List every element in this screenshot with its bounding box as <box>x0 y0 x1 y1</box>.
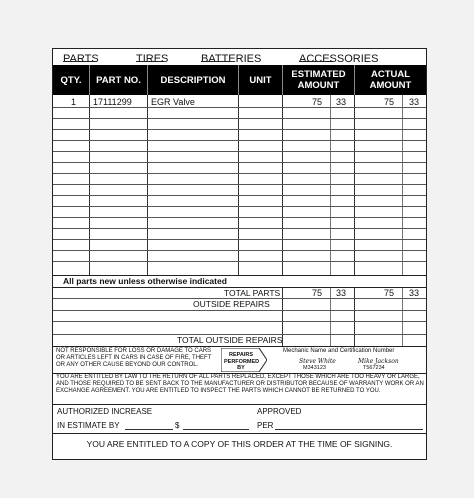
parts-return-notice: YOU ARE ENTITLED BY LAW TO THE RETURN OF ALL PARTS REPLACED, EXCEPT THOSE WHICH ARE TOO HEAVY OR LARGE, AND THOSE REQUIRED TO BE SENT BACK TO THE MANUFACTURER OR DISTRIBUTOR BECAUSE OF WARRANTY WORK OR AN EXCHANGE AGREEMENT. YOU ARE ENTITLED TO INSPECT THE PARTS WHICH CANNOT BE RETURNED TO YOU. <box>56 374 424 394</box>
total-parts-label: TOTAL PARTS <box>224 288 281 298</box>
in-estimate-by-label: IN ESTIMATE BY <box>57 421 120 430</box>
header-actual-amount: ACTUAL AMOUNT <box>354 65 426 95</box>
total-parts-est-dollars: 75 <box>312 288 323 298</box>
per-line[interactable] <box>275 429 423 430</box>
mechanic-header: Mechanic Name and Certification Number <box>283 348 395 354</box>
mechanic-1-cert: M343123 <box>303 365 326 371</box>
row1-part-no: 17111299 <box>93 97 132 107</box>
row1-act-cents: 33 <box>409 97 420 107</box>
mechanic-1-name: Steve White <box>299 358 336 365</box>
header-qty: QTY. <box>53 65 89 95</box>
row1-act-dollars: 75 <box>384 97 395 107</box>
footer-notice: YOU ARE ENTITLED TO A COPY OF THIS ORDER AT THE TIME OF SIGNING. <box>86 439 393 449</box>
per-label: PER <box>257 421 274 430</box>
repair-order-form <box>52 48 427 460</box>
category-line: PARTS TIRES BATTERIES ACCESSORIES <box>63 53 379 65</box>
total-parts-act-dollars: 75 <box>384 288 395 298</box>
in-estimate-by-line[interactable] <box>125 429 173 430</box>
approved-label: APPROVED <box>257 407 302 416</box>
amount-line[interactable] <box>183 429 249 430</box>
header-description: DESCRIPTION <box>147 65 238 95</box>
outside-repairs-label: OUTSIDE REPAIRS <box>193 299 270 309</box>
dollar-sign: $ <box>175 421 180 430</box>
total-parts-est-cents: 33 <box>336 288 347 298</box>
mechanic-2-cert: T567234 <box>363 365 385 371</box>
mechanic-2-name: Mike Jackson <box>358 358 399 365</box>
header-part-no: PART NO. <box>89 65 147 95</box>
repairs-performed-by-box <box>221 348 267 372</box>
row1-est-dollars: 75 <box>312 97 323 107</box>
row1-qty: 1 <box>71 97 77 107</box>
total-parts-act-cents: 33 <box>409 288 420 298</box>
repairs-performed-by-label: REPAIRS PERFORMED BY <box>224 352 260 371</box>
all-parts-note: All parts new unless otherwise indicated <box>63 276 227 286</box>
liability-disclaimer: NOT RESPONSIBLE FOR LOSS OR DAMAGE TO CARS OR ARTICLES LEFT IN CARS IN CASE OF FIRE, THEFT OR ANY OTHER CAUSE BEYOND OUR CONTROL. <box>56 348 212 368</box>
total-outside-repairs-label: TOTAL OUTSIDE REPAIRS <box>177 335 283 345</box>
row1-est-cents: 33 <box>336 97 347 107</box>
row1-description: EGR Valve <box>151 97 195 107</box>
header-unit: UNIT <box>238 65 282 95</box>
authorized-increase-label: AUTHORIZED INCREASE <box>57 407 153 416</box>
header-estimated-amount: ESTIMATED AMOUNT <box>282 65 354 95</box>
